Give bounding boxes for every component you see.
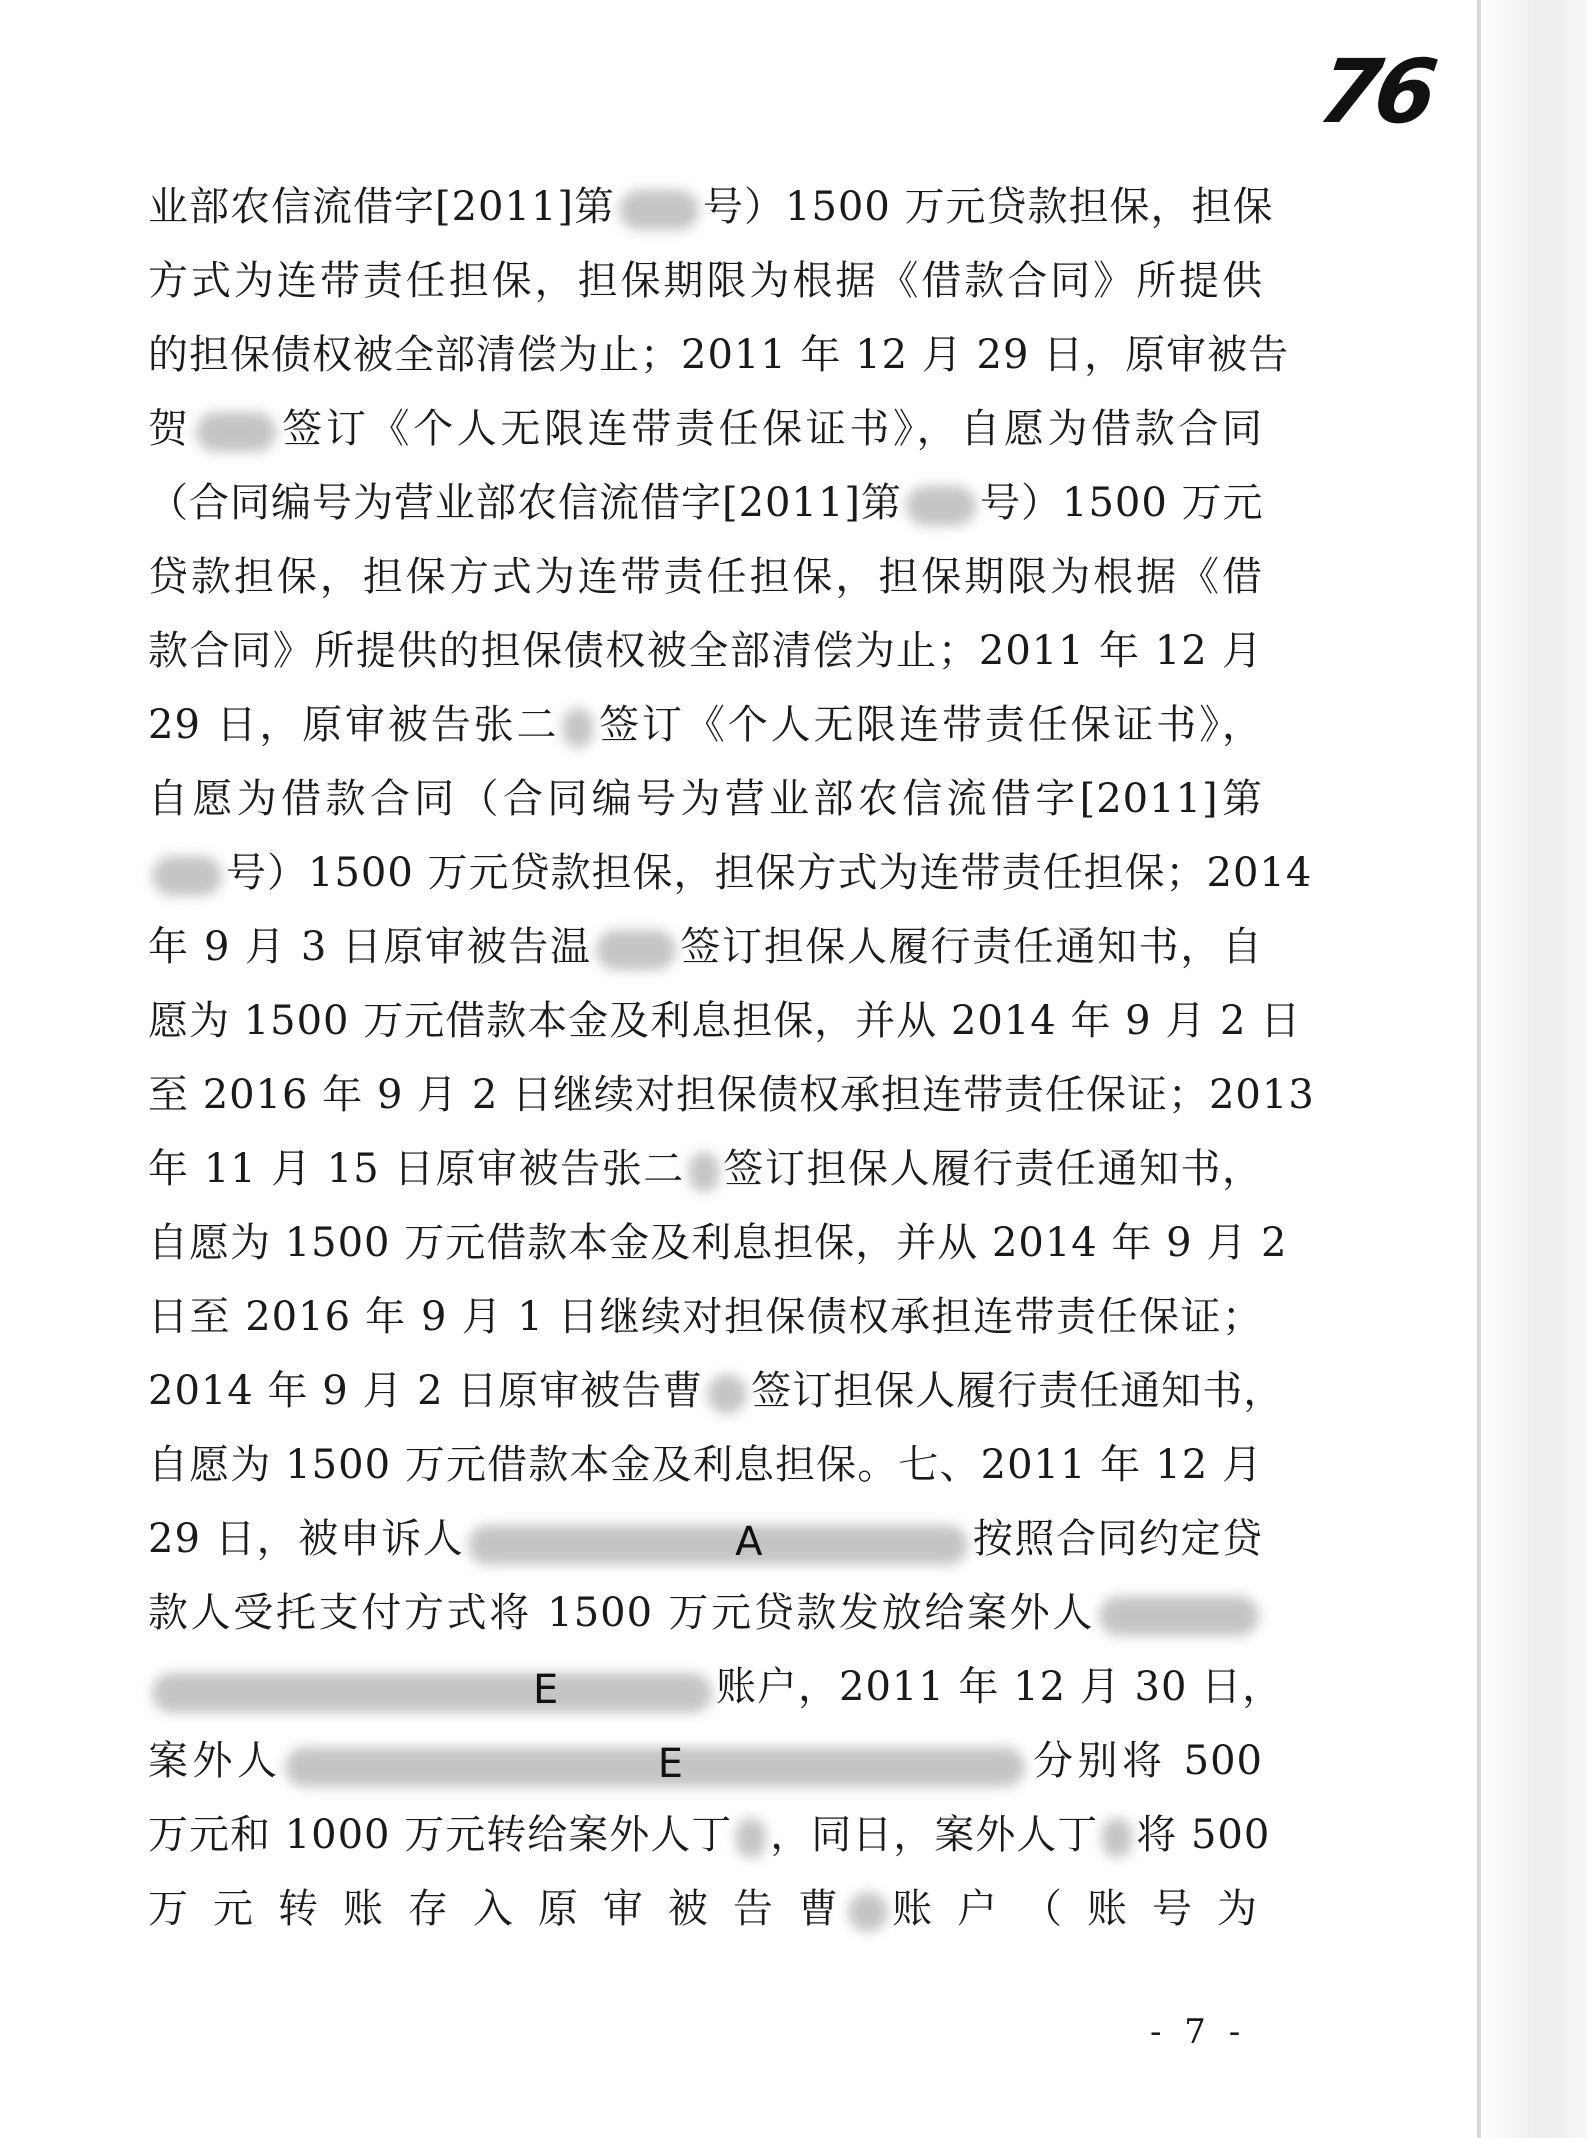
text-line: 至 2016 年 9 月 2 日继续对担保债权承担连带责任保证；2013 [148,1072,1315,1118]
text-line: 款合同》所提供的担保债权被全部清偿为止；2011 年 12 月 [148,628,1263,674]
redaction-block [596,930,676,970]
text-line: 29 日，原审被告张二 签订《个人无限连带责任保证书》， [148,702,1263,748]
redaction-block [736,1818,766,1858]
text-line: 万 元 转 账 存 入 原 审 被 告 曹 账 户 （ 账 号 为 [148,1886,1263,1932]
text-line: 29 日，被申诉人 A 按照合同约定贷 [148,1502,1263,1576]
text-line: 愿为 1500 万元借款本金及利息担保，并从 2014 年 9 月 2 日 [148,998,1302,1044]
text-line: 日至 2016 年 9 月 1 日继续对担保债权承担连带责任保证； [148,1294,1263,1340]
text-line: 方式为连带责任担保，担保期限为根据《借款合同》所提供 [148,258,1263,304]
text-line: 贷款担保，担保方式为连带责任担保，担保期限为根据《借 [148,554,1263,600]
redaction-block [281,1727,1029,1801]
text-line: 自愿为 1500 万元借款本金及利息担保，并从 2014 年 9 月 2 [148,1220,1288,1266]
redaction-block [464,1505,972,1579]
text-line: 万元和 1000 万元转给案外人丁 ，同日，案外人丁 将 500 [148,1812,1271,1858]
redaction-marker-e: E [657,1741,684,1787]
redaction-block [152,856,222,896]
text-line: 号）1500 万元贷款担保，担保方式为连带责任担保；2014 [148,836,1263,910]
redaction-marker-a: A [735,1519,763,1565]
redaction-block [196,412,276,452]
redaction-block [689,1152,719,1192]
text-line: 案外人 E 分别将 500 [148,1724,1263,1798]
text-line: 业部农信流借字[2011]第 号）1500 万元贷款担保，担保 [148,184,1274,230]
redaction-block [1102,1818,1132,1858]
redaction-block [619,190,699,230]
text-line: E 账户，2011 年 12 月 30 日， [148,1650,1263,1724]
text-line: 自愿为 1500 万元借款本金及利息担保。七、2011 年 12 月 [148,1442,1263,1488]
redaction-block [148,1653,716,1727]
text-line: 年 9 月 3 日原审被告温 签订担保人履行责任通知书，自 [148,924,1263,970]
text-line: 年 11 月 15 日原审被告张二 签订担保人履行责任通知书， [148,1146,1263,1192]
redaction-block [848,1892,888,1932]
scan-page-edge [1477,0,1587,2138]
redaction-marker-e: E [532,1667,559,1713]
handwritten-page-mark: 76 [1312,40,1438,143]
redaction-block [563,708,593,748]
document-body [148,170,1315,1946]
text-line: （合同编号为营业部农信流借字[2011]第 号）1500 万元 [148,480,1264,526]
redaction-block [906,486,976,526]
text-line: 贺 签订《个人无限连带责任保证书》，自愿为借款合同 [148,406,1263,452]
text-line: 款人受托支付方式将 1500 万元贷款发放给案外人 [148,1576,1263,1650]
text-line: 的担保债权被全部清偿为止；2011 年 12 月 29 日，原审被告 [148,332,1290,378]
redaction-block [1099,1596,1259,1636]
text-line: 自愿为借款合同（合同编号为营业部农信流借字[2011]第 [148,776,1263,822]
redaction-block [707,1374,747,1414]
page-number: - 7 - [1150,2012,1247,2052]
text-line: 2014 年 9 月 2 日原审被告曹 签订担保人履行责任通知书， [148,1368,1285,1414]
